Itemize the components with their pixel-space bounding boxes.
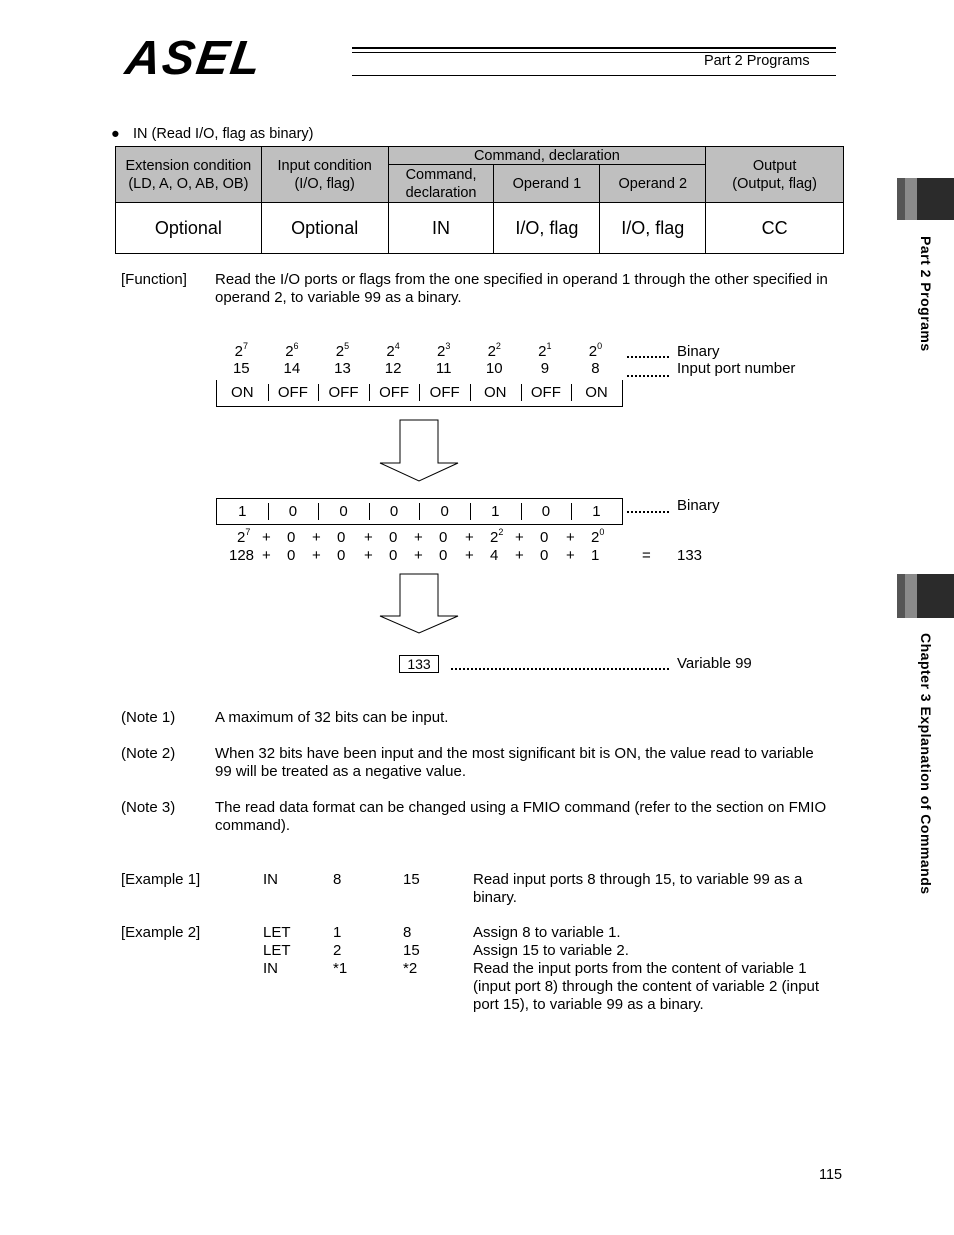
side-tab-part bbox=[897, 178, 954, 220]
power-cell: $2^7$ bbox=[234, 341, 248, 360]
sum-value: 128 bbox=[229, 547, 255, 564]
port-state: OFF bbox=[369, 380, 420, 406]
example-2-operand-2: *2 bbox=[403, 960, 418, 977]
plus-sign: + bbox=[515, 529, 524, 546]
bit-cell: 0 bbox=[318, 499, 369, 524]
bit-cell: 0 bbox=[268, 499, 319, 524]
sum-result: 133 bbox=[677, 547, 703, 564]
leader-dots bbox=[451, 668, 669, 670]
power-row bbox=[216, 343, 621, 361]
example-2-operand-2: 15 bbox=[403, 942, 420, 959]
port-state: OFF bbox=[318, 380, 369, 406]
note-2-text: When 32 bits have been input and the most significant bit is ON, the value read to variable 99 will be treated as a negative value. bbox=[215, 745, 814, 780]
sum-value: 0 bbox=[389, 547, 398, 564]
bullet-icon: ● bbox=[111, 126, 120, 142]
sum-value: 0 bbox=[337, 547, 346, 564]
note-2-label: (Note 2) bbox=[121, 745, 176, 762]
side-tab-part-label: Part 2 Programs bbox=[918, 236, 934, 352]
note-3-text: The read data format can be changed using a FMIO command (refer to the section on FMIO command). bbox=[215, 799, 827, 834]
port-row bbox=[216, 360, 621, 378]
plus-sign: + bbox=[414, 547, 423, 564]
sum-value: 0 bbox=[287, 547, 296, 564]
sum-term: 0 bbox=[389, 529, 398, 546]
plus-sign: + bbox=[312, 547, 321, 564]
port-state-box bbox=[216, 380, 623, 407]
header-command-declaration: Command, declaration bbox=[388, 147, 706, 165]
port-cell: 10 bbox=[485, 360, 503, 377]
side-tab-chapter bbox=[897, 574, 954, 618]
header-output: Output (Output, flag) bbox=[706, 147, 844, 203]
sum-value: 4 bbox=[490, 547, 499, 564]
command-title: IN (Read I/O, flag as binary) bbox=[133, 126, 314, 142]
port-state: OFF bbox=[521, 380, 572, 406]
binary-bit-box bbox=[216, 498, 623, 525]
header-section: Part 2 Programs bbox=[704, 53, 810, 69]
power-cell: $2^3$ bbox=[436, 341, 451, 360]
plus-sign: + bbox=[566, 529, 575, 546]
header-operand-1: Operand 1 bbox=[494, 165, 600, 203]
plus-sign: + bbox=[465, 529, 474, 546]
sum-term: 0 bbox=[287, 529, 296, 546]
header-rule bbox=[352, 75, 836, 76]
port-cell: 12 bbox=[384, 360, 402, 377]
function-label: [Function] bbox=[121, 271, 187, 288]
bit-cell: 0 bbox=[419, 499, 470, 524]
bit-cell: 0 bbox=[521, 499, 572, 524]
leader-dots bbox=[627, 511, 669, 513]
plus-sign: + bbox=[414, 529, 423, 546]
sum-value: 1 bbox=[591, 547, 600, 564]
example-2-operand-1: *1 bbox=[333, 960, 348, 977]
example-2-description: Read the input ports from the content of variable 1 (input port 8) through the content of variable 2 (input port 15), to variable 99 as a binary. bbox=[473, 960, 820, 1013]
example-2-operand-2: 8 bbox=[403, 924, 412, 941]
port-state: OFF bbox=[419, 380, 470, 406]
plus-sign: + bbox=[364, 547, 373, 564]
plus-sign: + bbox=[515, 547, 524, 564]
sum-term: 0 bbox=[439, 529, 448, 546]
plus-sign: + bbox=[465, 547, 474, 564]
leader-dots bbox=[627, 375, 669, 377]
bit-cell: 0 bbox=[369, 499, 420, 524]
sum-term: $2^0$ bbox=[591, 527, 605, 546]
header-input-condition: Input condition (I/O, flag) bbox=[261, 147, 388, 203]
header-command: Command, declaration bbox=[388, 165, 494, 203]
example-2-description: Assign 15 to variable 2. bbox=[473, 942, 629, 959]
example-1-operand-1: 8 bbox=[333, 871, 342, 888]
cell-extension-condition: Optional bbox=[116, 203, 262, 254]
cell-operand-1: I/O, flag bbox=[494, 203, 600, 254]
power-cell: $2^5$ bbox=[335, 341, 350, 360]
plus-sign: + bbox=[312, 529, 321, 546]
port-cell: 14 bbox=[283, 360, 301, 377]
power-cell: $2^2$ bbox=[487, 341, 501, 360]
plus-sign: + bbox=[364, 529, 373, 546]
example-2-operand-1: 2 bbox=[333, 942, 342, 959]
note-1-label: (Note 1) bbox=[121, 709, 176, 726]
port-state: ON bbox=[571, 380, 622, 406]
function-text: Read the I/O ports or flags from the one specified in operand 1 through the other specified in operand 2, to variable 99 as a binary. bbox=[215, 271, 828, 306]
sum-term: 0 bbox=[337, 529, 346, 546]
header-extension-condition: Extension condition (LD, A, O, AB, OB) bbox=[116, 147, 262, 203]
equals-sign: = bbox=[642, 547, 651, 564]
example-2-command: IN bbox=[263, 960, 278, 977]
power-cell: $2^0$ bbox=[588, 341, 603, 360]
side-tab-chapter-label: Chapter 3 Explanation of Commands bbox=[918, 633, 934, 895]
port-cell: 9 bbox=[540, 360, 550, 377]
plus-sign: + bbox=[566, 547, 575, 564]
label-input-port-number: Input port number bbox=[677, 360, 796, 377]
port-state: OFF bbox=[268, 380, 319, 406]
sum-term: $2^2$ bbox=[490, 527, 504, 546]
port-state: ON bbox=[470, 380, 521, 406]
power-cell: $2^1$ bbox=[538, 341, 552, 360]
cell-output: CC bbox=[706, 203, 844, 254]
example-2-command: LET bbox=[263, 924, 291, 941]
sum-term: 0 bbox=[540, 529, 549, 546]
down-arrow-icon bbox=[378, 419, 460, 483]
example-1-description: Read input ports 8 through 15, to variable 99 as a binary. bbox=[473, 871, 803, 906]
note-1-text: A maximum of 32 bits can be input. bbox=[215, 709, 449, 726]
port-cell: 15 bbox=[232, 360, 250, 377]
power-cell: $2^6$ bbox=[285, 341, 299, 360]
port-cell: 8 bbox=[591, 360, 600, 377]
asel-logo: ASEL bbox=[122, 32, 266, 85]
example-2-operand-1: 1 bbox=[333, 924, 342, 941]
port-cell: 13 bbox=[334, 360, 351, 377]
sum-term: $2^7$ bbox=[237, 527, 251, 546]
header-rule bbox=[352, 47, 836, 49]
bit-cell: 1 bbox=[571, 499, 622, 524]
down-arrow-icon bbox=[378, 573, 460, 635]
sum-value: 0 bbox=[439, 547, 448, 564]
bit-cell: 1 bbox=[470, 499, 521, 524]
command-table bbox=[115, 146, 844, 254]
page-number: 115 bbox=[819, 1167, 843, 1183]
cell-command: IN bbox=[388, 203, 494, 254]
label-variable-99: Variable 99 bbox=[677, 655, 752, 672]
cell-input-condition: Optional bbox=[261, 203, 388, 254]
header-operand-2: Operand 2 bbox=[600, 165, 706, 203]
example-1-command: IN bbox=[263, 871, 278, 888]
example-1-label: [Example 1] bbox=[121, 871, 201, 888]
bit-cell: 1 bbox=[238, 503, 247, 520]
cell-operand-2: I/O, flag bbox=[600, 203, 706, 254]
note-3-label: (Note 3) bbox=[121, 799, 176, 816]
example-2-label: [Example 2] bbox=[121, 924, 201, 941]
example-2-command: LET bbox=[263, 942, 291, 959]
port-cell: 11 bbox=[435, 360, 452, 377]
leader-dots bbox=[627, 356, 669, 358]
plus-sign: + bbox=[262, 529, 271, 546]
example-1-operand-2: 15 bbox=[403, 871, 420, 888]
sum-value: 0 bbox=[540, 547, 549, 564]
label-binary: Binary bbox=[677, 343, 720, 360]
port-state: ON bbox=[231, 384, 254, 401]
power-cell: $2^4$ bbox=[386, 341, 400, 360]
example-2-description: Assign 8 to variable 1. bbox=[473, 924, 621, 941]
variable-99-value-box: 133 bbox=[399, 655, 439, 673]
label-binary-2: Binary bbox=[677, 497, 720, 514]
plus-sign: + bbox=[262, 547, 271, 564]
